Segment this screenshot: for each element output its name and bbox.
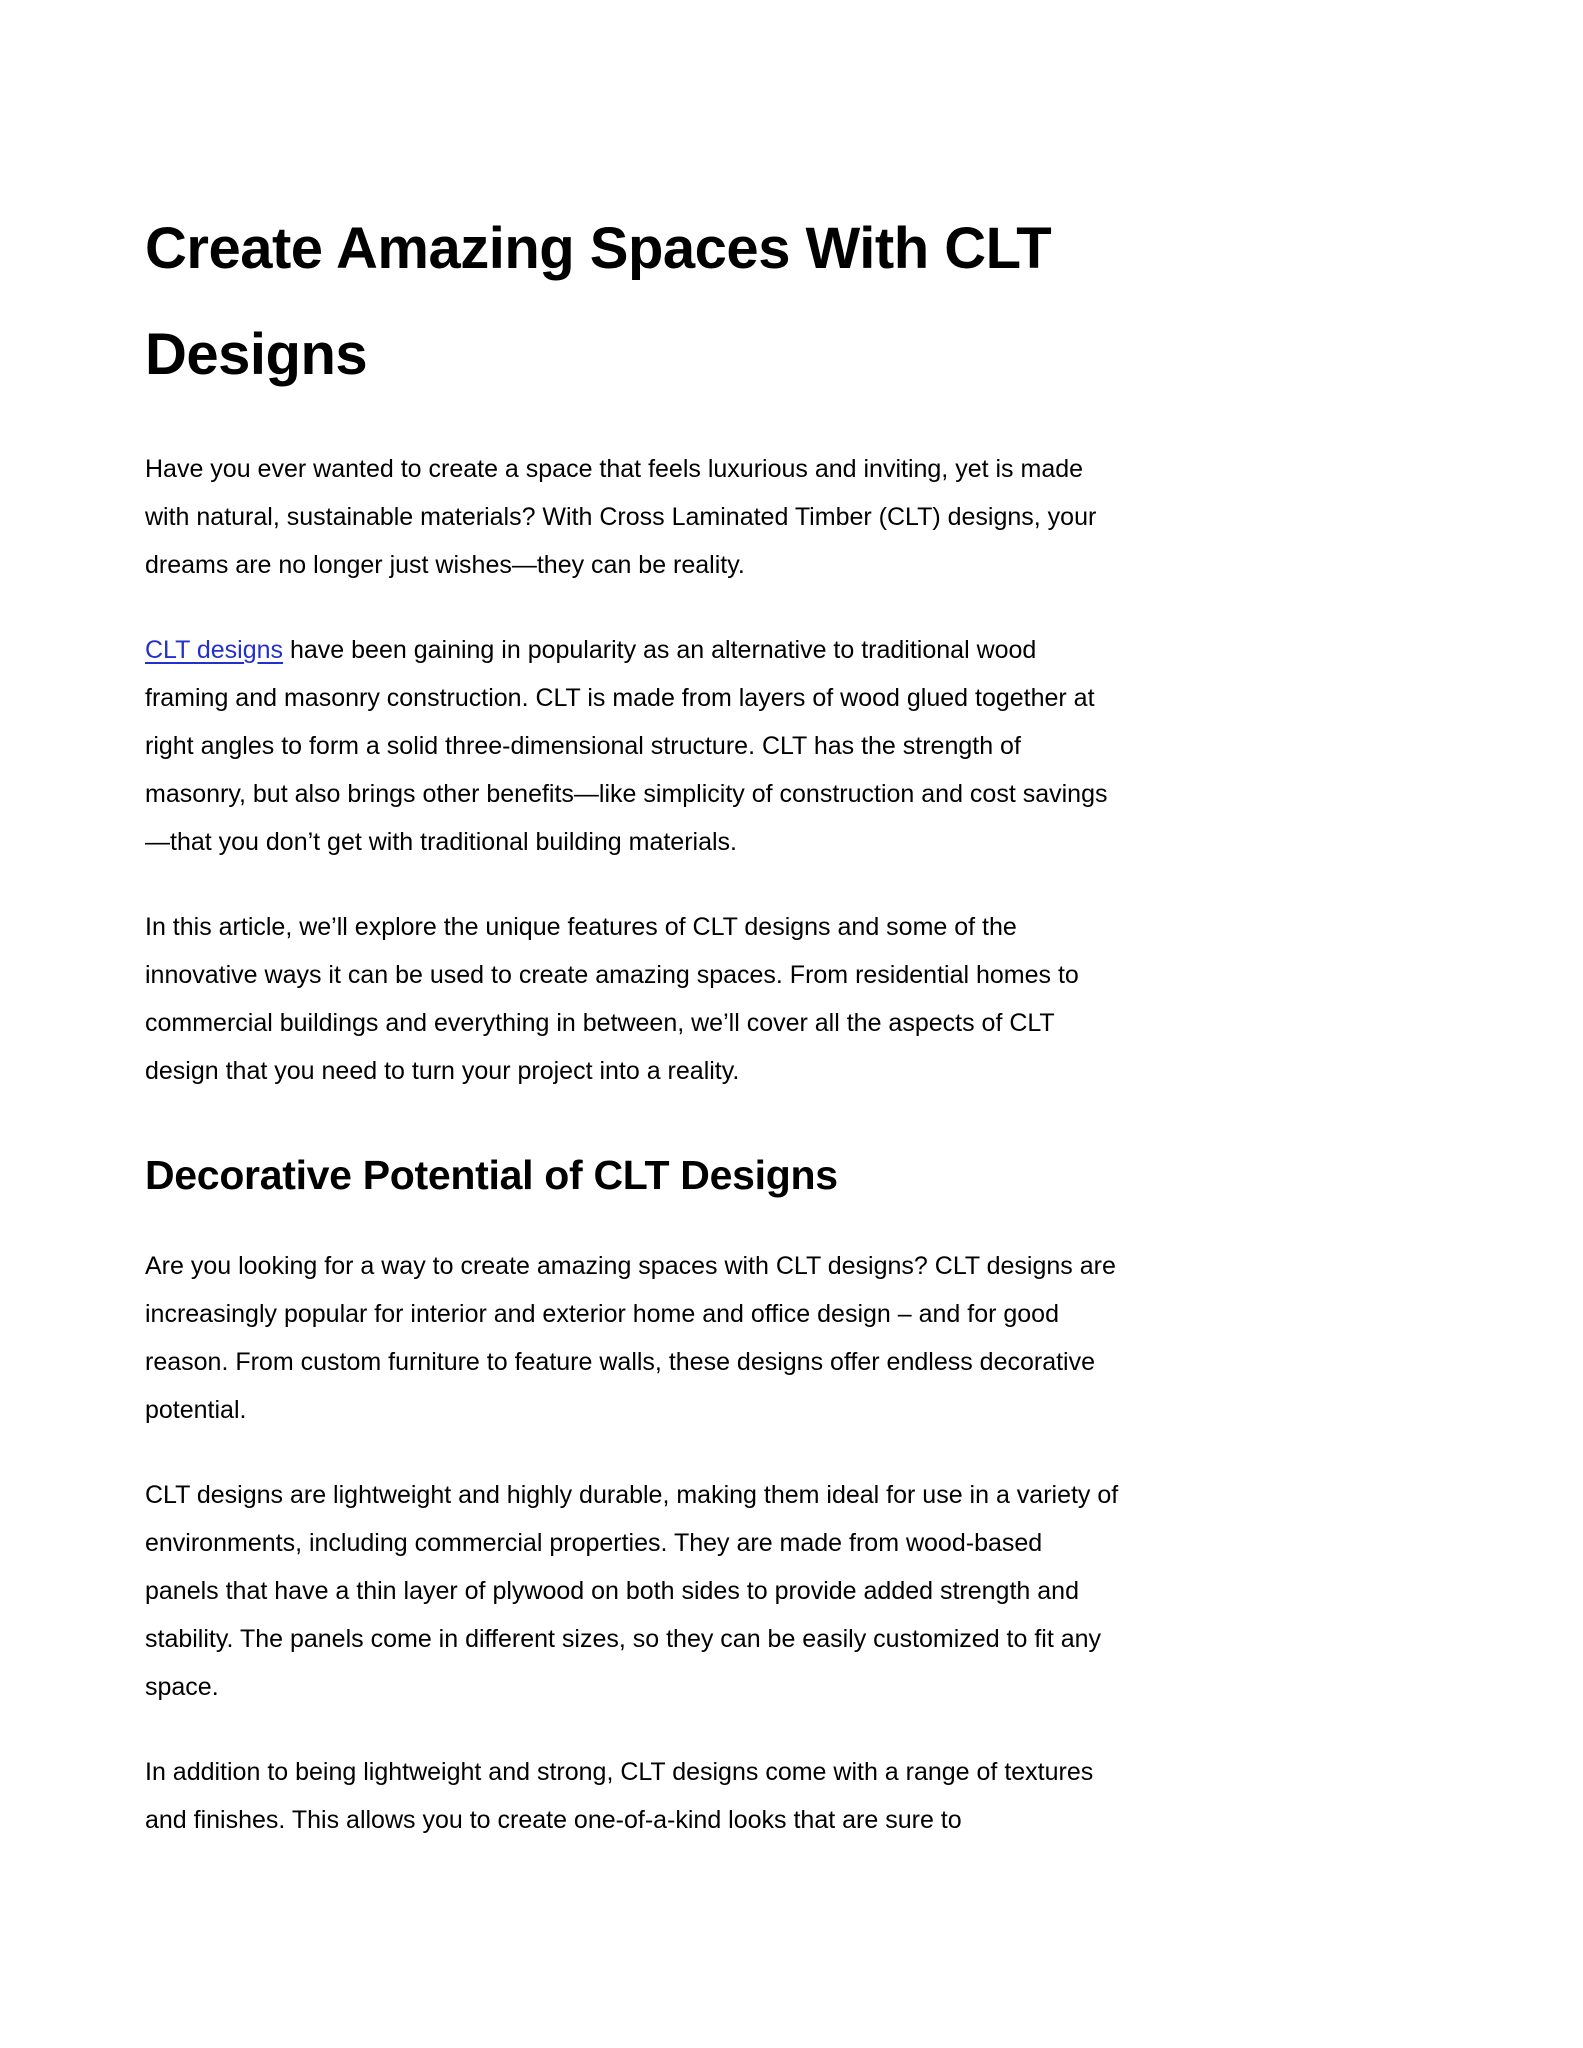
- decorative-paragraph-3: In addition to being lightweight and strong, CLT designs come with a range of textures and finishes. This allows you to create one-of-a-kind looks that are sure to: [145, 1758, 1094, 1835]
- intro-paragraph-3: In this article, we’ll explore the unique features of CLT designs and some of the innovative ways it can be used to create amazing spaces. From residential homes to commercial buildings and everything in between, we’ll cover all the aspects of CLT design that you need to turn your project into a reality.: [145, 913, 1079, 1086]
- intro-paragraph-2-text: have been gaining in popularity as an alternative to traditional wood framing and masonry construction. CLT is made from layers of wood glued together at right angles to form a solid three-dimensional structure. CLT has the strength of masonry, but also brings other benefits—like simplicity of construction and cost savings—that you don’t get with traditional building materials.: [145, 636, 1108, 857]
- intro-paragraph-1: Have you ever wanted to create a space that feels luxurious and inviting, yet is made with natural, sustainable materials? With Cross Laminated Timber (CLT) designs, your dreams are no longer just wishes—they can be reality.: [145, 455, 1097, 580]
- page-title: Create Amazing Spaces With CLT Designs: [145, 216, 1052, 387]
- section-heading-decorative-potential: Decorative Potential of CLT Designs: [145, 1152, 838, 1199]
- clt-designs-link[interactable]: CLT designs: [145, 636, 284, 665]
- decorative-paragraph-2: CLT designs are lightweight and highly durable, making them ideal for use in a variety of environments, including commercial properties. They are made from wood-based panels that have a thin layer of plywood on both sides to provide added strength and stability. The panels come in different sizes, so they can be easily customized to fit any space.: [145, 1481, 1119, 1702]
- decorative-paragraph-1: Are you looking for a way to create amazing spaces with CLT designs? CLT designs are increasingly popular for interior and exterior home and office design – and for good reason. From custom furniture to feature walls, these designs offer endless decorative potential.: [145, 1252, 1116, 1425]
- intro-paragraph-2: [145, 626, 1120, 866]
